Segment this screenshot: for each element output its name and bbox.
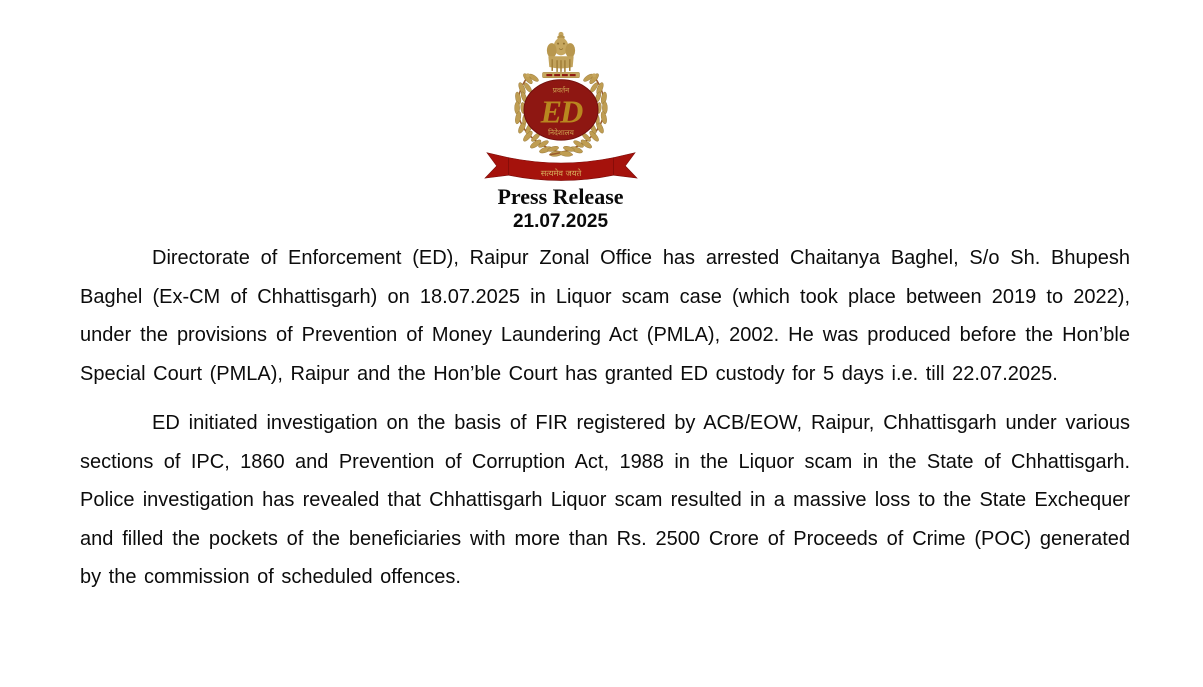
- ed-seal: [523, 80, 597, 140]
- press-release-title: Press Release: [497, 184, 624, 209]
- masthead: [0, 30, 1162, 233]
- press-release-body: [80, 239, 1130, 608]
- seal-hindi-top: प्रवर्तन: [552, 85, 569, 95]
- ribbon-motto: सत्यमेव जयते: [540, 168, 581, 179]
- paragraph-arrest-details: Directorate of Enforcement (ED), Raipur Zonal Office has arrested Chaitanya Baghel, S/o Sh. Bhupesh Baghel (Ex-CM of Chhattisgarh) on 18.07.2025 in Liquor scam case (which took place between 2019 to 2022), under the provisions of Prevention of Money Laundering Act (PMLA), 2002. He was produced before the Hon’ble Special Court (PMLA), Raipur and the Hon’ble Court has granted ED custody for 5 days i.e. till 22.07.2025.: [80, 247, 1130, 385]
- ed-emblem-logo: [483, 30, 639, 182]
- paragraph-investigation-background: ED initiated investigation on the basis of FIR registered by ACB/EOW, Raipur, Chhattisgarh under various sections of IPC, 1860 and Prevention of Corruption Act, 1988 in the Liquor scam in the State of Chhattisgarh. Police investigation has revealed that Chhattisgarh Liquor scam resulted in a massive loss to the State Exchequer and filled the pockets of the beneficiaries with more than Rs. 2500 Crore of Proceeds of Crime (POC) generated by the commission of scheduled offences.: [80, 412, 1130, 588]
- press-release-date: 21.07.2025: [512, 211, 609, 232]
- seal-hindi-bottom: निदेशालय: [547, 128, 574, 138]
- lion-capital-icon: [542, 32, 579, 78]
- ed-monogram: ED: [540, 93, 581, 130]
- ribbon-banner-icon: [485, 153, 637, 181]
